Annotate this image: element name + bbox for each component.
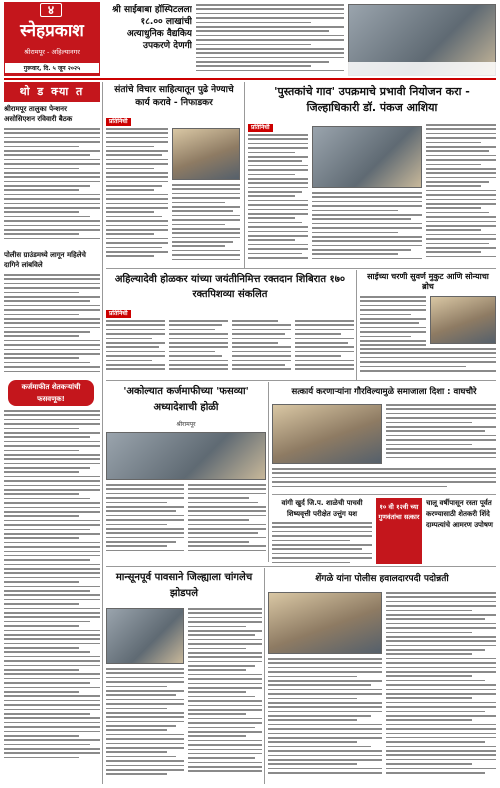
story6-headline: सत्कार्य करणाऱ्यांना गौरविल्यामुळे समाजाला दिशा : वाघचौरे (291, 387, 477, 397)
story4-text-b (360, 348, 496, 378)
masthead (4, 2, 100, 76)
red-highlight-box: १० वी १२वी च्या गुणवंतांचा सत्कार (376, 498, 422, 564)
story1-text-b (172, 184, 240, 264)
top-photo-caption (348, 62, 496, 76)
brand-title: स्नेहप्रकाश (20, 21, 84, 41)
story4-photo (430, 296, 496, 344)
row-divider-1 (106, 268, 496, 269)
story7-text (272, 522, 372, 566)
date-line: गुरूवार, दि. ५ जून २०२५ (4, 62, 100, 74)
story6-photo (272, 404, 382, 464)
col1-divider (102, 82, 103, 784)
story2-photo (312, 126, 422, 188)
story8-headline: चालू वर्षीपासून रस्ता पूर्वत करण्यासाठी शेतकरी शिंदे दाम्पत्यांचे आमरण उपोषण (426, 499, 493, 529)
story9-text-b (106, 668, 184, 782)
story2-dateline: प्रतिनिधी (248, 124, 273, 132)
col1-top-text (4, 128, 100, 248)
col1-box-head: कर्जमाफीत शेतकऱ्यांची फसवणूक! (8, 380, 94, 406)
city-label: श्रीरामपूर - अहिल्यानगर (24, 48, 80, 56)
story1-text-a (106, 128, 168, 264)
story5-location: श्रीरामपूर (176, 421, 196, 428)
story6-text-a (386, 404, 496, 464)
story4-text-a (360, 296, 426, 352)
story2-headline: 'पुस्तकांचे गाव' उपक्रमाचे प्रभावी नियोजन करा - जिल्हाधिकारी डॉ. पंकज आशिया (274, 85, 470, 114)
story3-headline: अहिल्यादेवी होळकर यांच्या जयंतीनिमित्त रक्तदान शिबिरात १७० रक्तपिशव्या संकलित (114, 274, 346, 300)
story9-photo (106, 608, 184, 664)
edition-number: ४ (40, 3, 62, 17)
story3-divider (356, 270, 357, 380)
row-divider-2 (106, 380, 496, 381)
story4-headline: साईच्या चरणी सुवर्ण मुकुट आणि सोन्याचा ब्रोच (367, 272, 489, 291)
col1-box-text (4, 410, 100, 782)
hospital-headline: श्री साईबाबा हॉस्पिटलला १८.०० लाखांची अत्याधुनिक वैद्यकिय उपकरणे देणगी (112, 5, 192, 51)
story10-photo (268, 592, 382, 654)
col1-mid-text (4, 274, 100, 378)
story5-text (106, 484, 266, 560)
row-divider-4 (106, 566, 496, 567)
story2-text-a (248, 134, 308, 264)
story7-headline: वांगी खुर्द जि.प. शाळेची पाचवी शिष्यवृत्ती परीक्षेत उत्तुंग यश (281, 499, 363, 518)
story10-text-a (386, 592, 496, 782)
story3-text (106, 320, 354, 376)
story5-photo (106, 432, 266, 480)
story3-dateline: प्रतिनिधी (106, 310, 131, 318)
story9-headline: मान्सूनपूर्व पावसाने जिल्ह्याला चांगलेच झोडपले (115, 572, 253, 599)
story1-divider (244, 82, 245, 268)
story2-text-c (426, 124, 496, 264)
col1-top-head: श्रीरामपूर तालुका पेन्शनर असोसिएशन रविवारी बैठक (4, 105, 73, 123)
story10-text-b (268, 658, 382, 782)
story9-divider (264, 568, 265, 784)
top-center-text (196, 4, 344, 74)
story5-divider (268, 382, 269, 562)
story9-text-a (188, 608, 262, 782)
row-divider-3 (272, 494, 496, 495)
top-divider (4, 78, 496, 80)
story1-dateline: प्रतिनिधी (106, 118, 131, 126)
col1-mid-head: पोलीस ग्राउंडमध्ये लागून महिलेचे दागिने लांबविले (4, 251, 86, 269)
story2-text-b (312, 192, 422, 264)
story1-photo (172, 128, 240, 180)
story5-headline: 'अकोल्यात कर्जमाफीच्या 'फसव्या' अध्यादेशाची होळी (123, 386, 249, 413)
short-news-banner: थो ड क्या त (4, 82, 100, 102)
story6-text-b (272, 468, 496, 492)
story10-headline: शेंगळे यांना पोलीस हवालदारपदी पदोन्नती (315, 574, 449, 584)
story1-headline: संतांचे विचार साहित्यातून पुढे नेण्याचे कार्य करावे - निफाडकर (114, 85, 234, 108)
